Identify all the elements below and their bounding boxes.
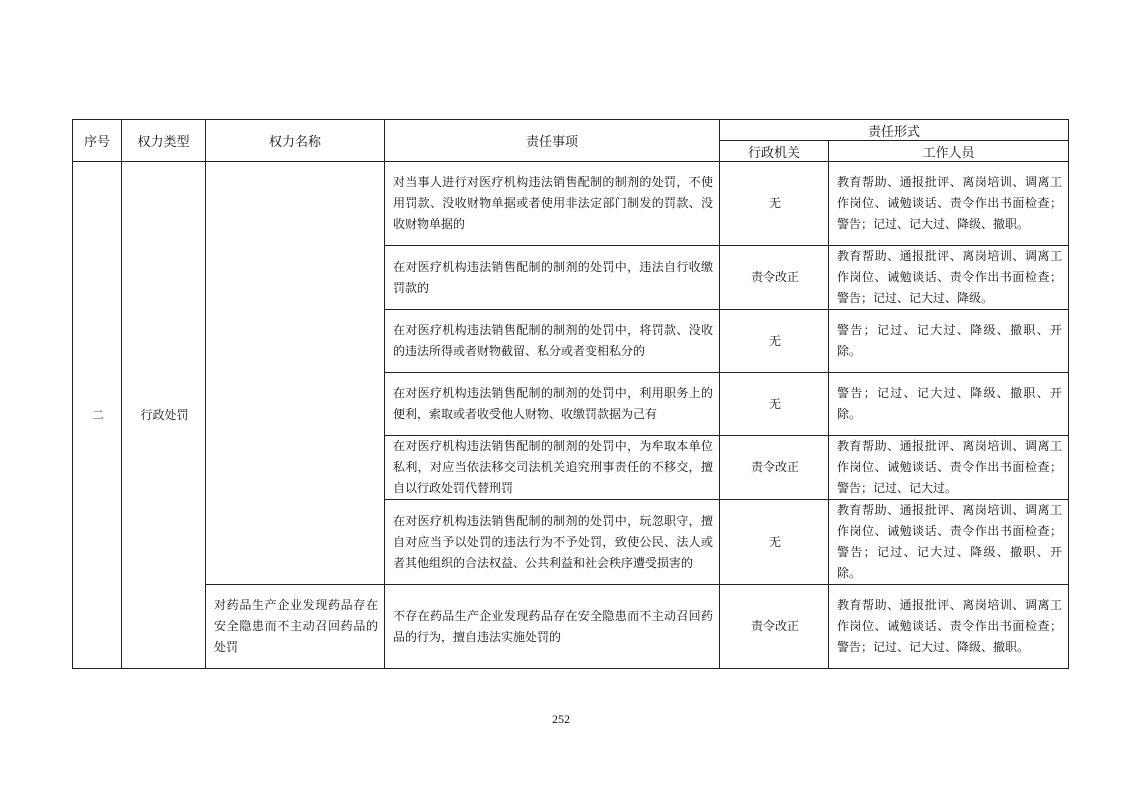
organ-cell: 无 xyxy=(720,500,829,585)
matter-cell: 在对医疗机构违法销售配制的制剂的处罚中，为牟取本单位私利，对应当依法移交司法机关追究刑事责任的不移交，擅自以行政处罚代替刑罚 xyxy=(385,436,720,500)
seq-cell: 二 xyxy=(73,162,122,669)
matter-cell: 在对医疗机构违法销售配制的制剂的处罚中，将罚款、没收的违法所得或者财物截留、私分或者变相私分的 xyxy=(385,310,720,373)
organ-cell: 无 xyxy=(720,162,829,246)
matter-cell: 不存在药品生产企业发现药品存在安全隐患而不主动召回药品的行为，擅自违法实施处罚的 xyxy=(385,585,720,669)
staff-cell: 教育帮助、通报批评、离岗培训、调离工作岗位、诫勉谈话、责令作出书面检查；警告；记过、记大过、降级。 xyxy=(829,246,1069,310)
organ-cell: 责令改正 xyxy=(720,436,829,500)
staff-cell: 教育帮助、通报批评、离岗培训、调离工作岗位、诫勉谈话、责令作出书面检查；警告；记过、记大过、降级、撤职、开除。 xyxy=(829,500,1069,585)
header-power-type: 权力类型 xyxy=(122,120,206,162)
matter-cell: 在对医疗机构违法销售配制的制剂的处罚中，玩忽职守，擅自对应当予以处罚的违法行为不予处罚，致使公民、法人或者其他组织的合法权益、公共利益和社会秩序遭受损害的 xyxy=(385,500,720,585)
header-admin-organ: 行政机关 xyxy=(720,141,829,162)
matter-cell: 对当事人进行对医疗机构违法销售配制的制剂的处罚，不使用罚款、没收财物单据或者使用非法定部门制发的罚款、没收财物单据的 xyxy=(385,162,720,246)
table-row xyxy=(73,585,1069,669)
matter-cell: 在对医疗机构违法销售配制的制剂的处罚中，利用职务上的便利，索取或者收受他人财物、收缴罚款据为己有 xyxy=(385,373,720,436)
organ-cell: 无 xyxy=(720,373,829,436)
header-responsibility-matter: 责任事项 xyxy=(385,120,720,162)
header-responsibility-form: 责任形式 xyxy=(720,120,1069,141)
header-seq: 序号 xyxy=(73,120,122,162)
staff-cell: 警告；记过、记大过、降级、撤职、开除。 xyxy=(829,373,1069,436)
power-type-cell: 行政处罚 xyxy=(122,162,206,669)
header-power-name: 权力名称 xyxy=(206,120,385,162)
page-number: 252 xyxy=(552,712,570,726)
header-staff: 工作人员 xyxy=(829,141,1069,162)
table-row xyxy=(73,162,1069,246)
power-name-cell-empty xyxy=(206,162,385,585)
staff-cell: 警告；记过、记大过、降级、撤职、开除。 xyxy=(829,310,1069,373)
power-name-cell: 对药品生产企业发现药品存在安全隐患而不主动召回药品的处罚 xyxy=(206,585,385,669)
responsibility-table xyxy=(72,119,1069,669)
matter-cell: 在对医疗机构违法销售配制的制剂的处罚中，违法自行收缴罚款的 xyxy=(385,246,720,310)
staff-cell: 教育帮助、通报批评、离岗培训、调离工作岗位、诫勉谈话、责令作出书面检查；警告；记过、记大过、降级、撤职。 xyxy=(829,585,1069,669)
staff-cell: 教育帮助、通报批评、离岗培训、调离工作岗位、诫勉谈话、责令作出书面检查；警告；记过、记大过、降级、撤职。 xyxy=(829,162,1069,246)
staff-cell: 教育帮助、通报批评、离岗培训、调离工作岗位、诫勉谈话、责令作出书面检查；警告；记过、记大过。 xyxy=(829,436,1069,500)
organ-cell: 责令改正 xyxy=(720,585,829,669)
organ-cell: 责令改正 xyxy=(720,246,829,310)
organ-cell: 无 xyxy=(720,310,829,373)
